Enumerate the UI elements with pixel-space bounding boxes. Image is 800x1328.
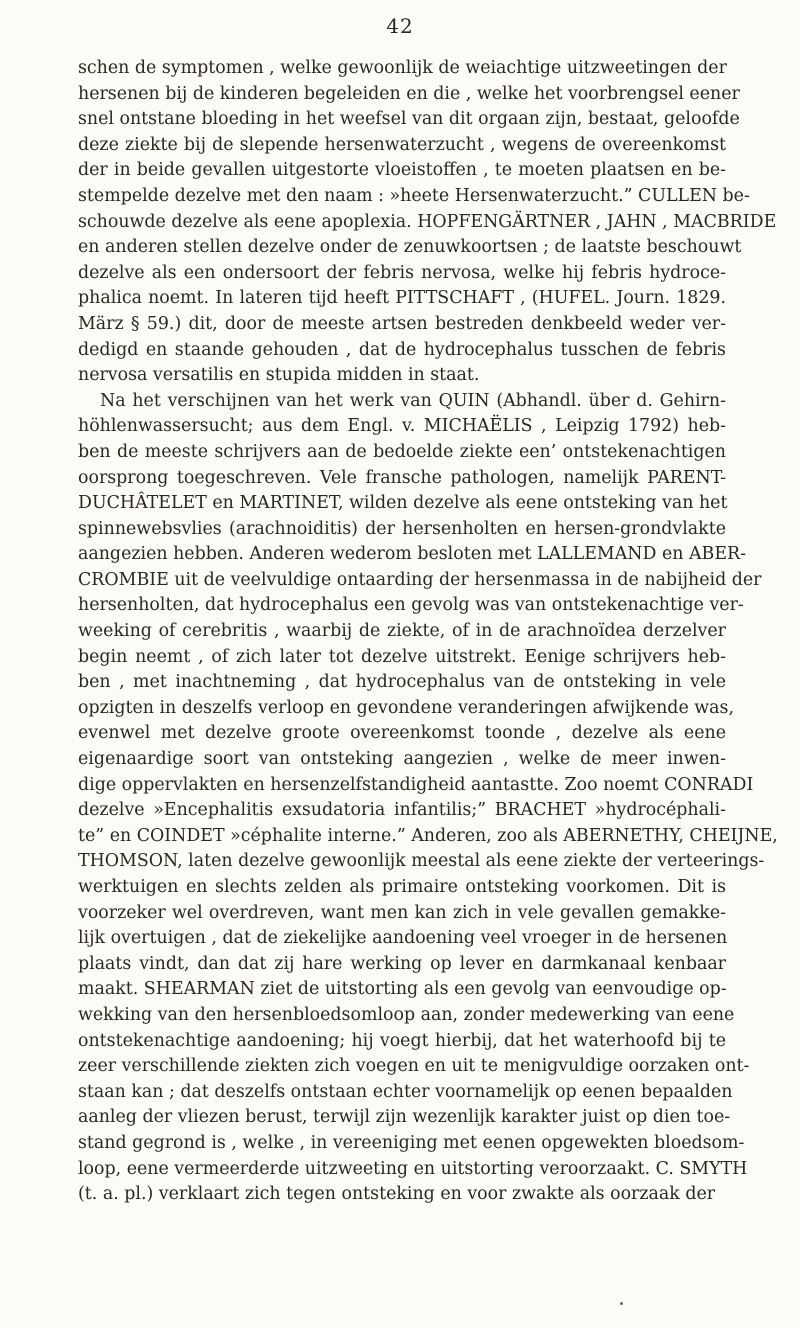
text-line: oorsprong toegeschreven. Vele fransche pathologen, namelijk PARENT- xyxy=(78,467,726,488)
text-line: weeking of cerebritis , waarbij de ziekte, of in de arachnoïdea derzelver xyxy=(78,621,726,642)
text-line: dedigd en staande gehouden , dat de hydrocephalus tusschen de febris xyxy=(78,339,726,360)
text-line: CROMBIE uit de veelvuldige ontaarding der hersenmassa in de nabijheid der xyxy=(78,569,762,590)
text-line: phalica noemt. In lateren tijd heeft PITTSCHAFT , (HUFEL. Journ. 1829. xyxy=(78,288,726,309)
text-line: begin neemt , of zich later tot dezelve uitstrekt. Eenige schrijvers heb- xyxy=(78,646,726,667)
text-line: der in beide gevallen uitgestorte vloeistoffen , te moeten plaatsen en be- xyxy=(78,160,726,181)
text-line: loop, eene vermeerderde uitzweeting en uitstorting veroorzaakt. C. SMYTH xyxy=(78,1158,748,1179)
text-line: Na het verschijnen van het werk van QUIN (Abhandl. über d. Gehirn- xyxy=(100,390,726,411)
text-line: aangezien hebben. Anderen wederom besloten met LALLEMAND en ABER- xyxy=(78,544,746,565)
body-text xyxy=(78,56,778,1208)
text-line: zeer verschillende ziekten zich voegen en uit te menigvuldige oorzaken ont- xyxy=(78,1056,750,1077)
text-line: hersenholten, dat hydrocephalus een gevolg was van ontstekenachtige ver- xyxy=(78,595,744,616)
text-line: schen de symptomen , welke gewoonlijk de weiachtige uitzweetingen der xyxy=(78,58,727,78)
text-line: schouwde dezelve als eene apoplexia. HOPFENGÄRTNER , JAHN , MACBRIDE xyxy=(78,211,777,232)
text-line: lijk overtuigen , dat de ziekelijke aandoening veel vroeger in de hersenen xyxy=(78,928,728,949)
text-line: ben de meeste schrijvers aan de bedoelde ziekte een’ ontstekenachtigen xyxy=(78,441,726,462)
printing-speck xyxy=(620,1302,623,1305)
text-line: ben , met inachtneming , dat hydrocephalus van de ontsteking in vele xyxy=(78,672,726,693)
text-line: stempelde dezelve met den naam : »heete Hersenwaterzucht.” CULLEN be- xyxy=(78,185,750,206)
text-line: spinnewebsvlies (arachnoiditis) der hersenholten en hersen-grondvlakte xyxy=(78,518,726,539)
text-line: te” en COINDET »céphalite interne.” Anderen, zoo als ABERNETHY, CHEIJNE, xyxy=(78,825,778,846)
text-line: plaats vindt, dan dat zij hare werking op lever en darmkanaal kenbaar xyxy=(78,953,726,974)
text-line: eigenaardige soort van ontsteking aangezien , welke de meer inwen- xyxy=(78,749,726,770)
text-line: voorzeker wel overdreven, want men kan zich in vele gevallen gemakke- xyxy=(78,902,726,923)
page-number: 42 xyxy=(386,14,414,38)
text-line: stand gegrond is , welke , in vereeniging met eenen opgewekten bloedsom- xyxy=(78,1132,745,1153)
text-line: opzigten in deszelfs verloop en gevondene veranderingen afwijkende was, xyxy=(78,697,734,718)
text-line: höhlenwassersucht; aus dem Engl. v. MICHAËLIS , Leipzig 1792) heb- xyxy=(78,416,726,437)
text-line: nervosa versatilis en stupida midden in staat. xyxy=(78,365,480,386)
text-line: (t. a. pl.) verklaart zich tegen ontsteking en voor zwakte als oorzaak der xyxy=(78,1184,716,1205)
text-line: deze ziekte bij de slepende hersenwaterzucht , wegens de overeenkomst xyxy=(78,134,726,155)
text-line: aanleg der vliezen berust, terwijl zijn wezenlijk karakter juist op dien toe- xyxy=(78,1107,731,1128)
text-line: snel ontstane bloeding in het weefsel van dit orgaan zijn, bestaat, geloofde xyxy=(78,109,740,130)
text-line: staan kan ; dat deszelfs ontstaan echter voornamelijk op eenen bepaalden xyxy=(78,1081,733,1102)
text-line: werktuigen en slechts zelden als primaire ontsteking voorkomen. Dit is xyxy=(78,877,726,897)
text-line: THOMSON, laten dezelve gewoonlijk meestal als eene ziekte der verteerings- xyxy=(78,851,765,872)
text-line: maakt. SHEARMAN ziet de uitstorting als een gevolg van eenvoudige op- xyxy=(78,979,727,1000)
text-line: wekking van den hersenbloedsomloop aan, zonder medewerking van eene xyxy=(78,1004,735,1025)
text-line: dezelve als een ondersoort der febris nervosa, welke hij febris hydroce- xyxy=(78,262,726,283)
text-line: en anderen stellen dezelve onder de zenuwkoortsen ; de laatste beschouwt xyxy=(78,237,742,258)
text-line: ontstekenachtige aandoening; hij voegt hierbij, dat het waterhoofd bij te xyxy=(78,1030,726,1051)
text-line: März § 59.) dit, door de meeste artsen bestreden denkbeeld weder ver- xyxy=(78,313,726,334)
text-line: DUCHÂTELET en MARTINET, wilden dezelve als eene ontsteking van het xyxy=(78,493,728,514)
text-line: hersenen bij de kinderen begeleiden en die , welke het voorbrengsel eener xyxy=(78,83,740,104)
text-line: dezelve »Encephalitis exsudatoria infantilis;” BRACHET »hydrocéphali- xyxy=(78,800,726,821)
text-line: evenwel met dezelve groote overeenkomst toonde , dezelve als eene xyxy=(78,723,726,744)
text-line: dige oppervlakten en hersenzelfstandigheid aantastte. Zoo noemt CONRADI xyxy=(78,774,754,795)
